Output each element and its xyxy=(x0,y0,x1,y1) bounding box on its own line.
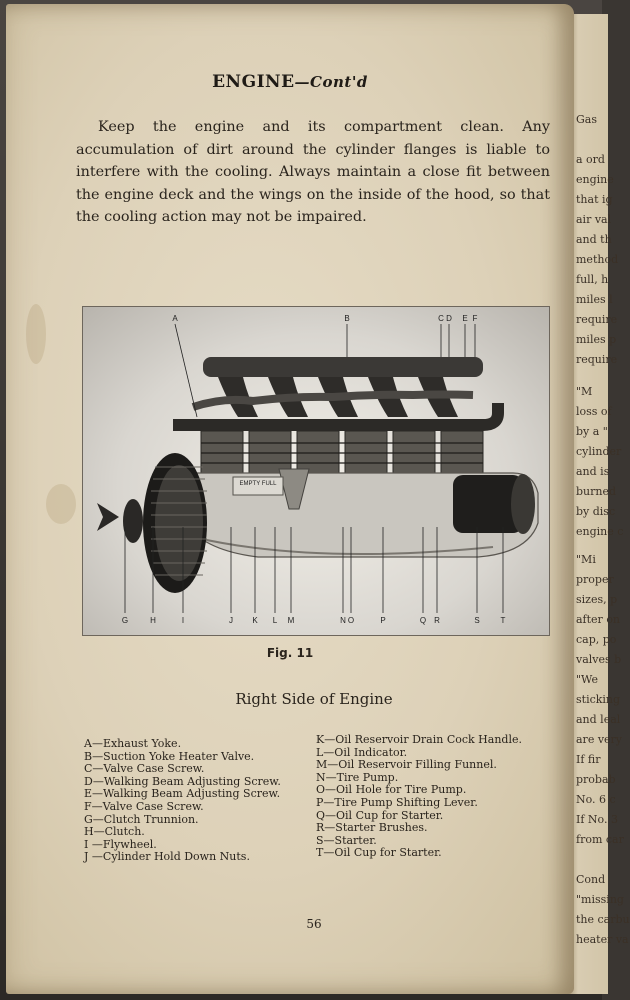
facing-page-text: Cond xyxy=(576,873,606,886)
legend-item: E—Walking Beam Adjusting Screw. xyxy=(84,787,281,801)
legend-item: B—Suction Yoke Heater Valve. xyxy=(84,749,255,763)
facing-page-text: require xyxy=(576,313,618,326)
facing-page-text: loss of xyxy=(576,405,612,418)
facing-page-text: If fir xyxy=(576,753,601,766)
facing-page-text: a ord xyxy=(576,153,605,166)
legend-item: N—Tire Pump. xyxy=(316,770,399,784)
facing-page-text: the carbu xyxy=(576,913,630,926)
facing-page-text: "We xyxy=(576,673,598,686)
legend-item: M—Oil Reservoir Filling Funnel. xyxy=(316,758,497,772)
facing-page-text: and is xyxy=(576,465,610,478)
legend-left xyxy=(84,738,281,864)
facing-page-text: sticking xyxy=(576,693,621,706)
page-stain xyxy=(26,304,46,364)
page-stain xyxy=(46,484,76,524)
section-title: Right Side of Engine xyxy=(235,690,393,708)
reservoir-label: EMPTY FULL xyxy=(239,481,277,487)
facing-page-text: If No. 3 xyxy=(576,813,618,826)
legend-right xyxy=(316,734,522,860)
legend-item: T—Oil Cup for Starter. xyxy=(316,846,442,860)
facing-page-text: by a " xyxy=(576,425,608,438)
facing-page-text: are very xyxy=(576,733,623,746)
legend-item: A—Exhaust Yoke. xyxy=(84,737,182,750)
facing-page-text: miles p xyxy=(576,333,617,346)
callout-label: D xyxy=(446,314,452,323)
legend-item: H—Clutch. xyxy=(84,825,145,839)
callout-label: S xyxy=(474,616,480,625)
facing-page-text: and th xyxy=(576,233,612,246)
facing-page-text: and leal xyxy=(576,713,621,726)
legend-item: Q—Oil Cup for Starter. xyxy=(316,808,444,822)
callout-label: K xyxy=(252,616,258,625)
callout-label: I xyxy=(181,616,185,625)
facing-page-text: engine xyxy=(576,173,614,186)
header-subtitle: —Cont'd xyxy=(294,73,368,91)
facing-page-text: miles l xyxy=(576,293,613,306)
legend-item: C—Valve Case Screw. xyxy=(84,762,205,776)
callout-label: O xyxy=(347,616,355,625)
legend-item: R—Starter Brushes. xyxy=(316,821,428,835)
callout-label: Q xyxy=(419,616,427,625)
facing-page-text: full, h xyxy=(576,273,609,286)
engine-photo xyxy=(82,306,550,636)
callout-label: T xyxy=(500,616,506,625)
facing-page-text: require xyxy=(576,353,618,366)
facing-page-text: air val xyxy=(576,213,612,226)
callout-label: H xyxy=(150,616,156,625)
facing-page-text: Gas xyxy=(576,113,597,126)
legend-item: K—Oil Reservoir Drain Cock Handle. xyxy=(316,733,522,746)
facing-page-text: after on xyxy=(576,613,621,626)
callout-label: C xyxy=(438,314,444,323)
callout-line xyxy=(175,324,197,417)
facing-page-text: heater va xyxy=(576,933,629,946)
callout-label: F xyxy=(472,314,478,323)
legend-item: L—Oil Indicator. xyxy=(316,745,408,759)
header-title: ENGINE xyxy=(212,72,295,92)
legend-item: S—Starter. xyxy=(316,833,377,847)
facing-page-text: valves b xyxy=(576,653,622,666)
facing-page-text: probab xyxy=(576,773,616,786)
page-number: 56 xyxy=(306,917,322,931)
facing-page-text: method xyxy=(576,253,619,266)
callout-label: A xyxy=(172,314,178,323)
engine-illustration xyxy=(83,307,549,635)
callout-label: P xyxy=(380,616,386,625)
callout-label: J xyxy=(229,616,233,625)
legend-item: O—Oil Hole for Tire Pump. xyxy=(316,783,467,797)
legend-item: F—Valve Case Screw. xyxy=(84,799,204,813)
intro-paragraph: Keep the engine and its compartment clean. Any accumulation of dirt around the cylinder flanges is liable to interfere with the cooling. Always maintain a close fit between the engine deck and the wings on the inside of the hood, so that the cooling action may not be impaired. xyxy=(76,119,550,225)
facing-page-text: proper xyxy=(576,573,614,586)
callout-label: R xyxy=(434,616,440,625)
callout-label: M xyxy=(287,616,295,625)
callout-label: B xyxy=(344,314,350,323)
facing-page-text: burned xyxy=(576,485,617,498)
facing-page-text: "M xyxy=(576,385,593,398)
legend-item: I —Flywheel. xyxy=(84,837,157,851)
exhaust-manifold-shape xyxy=(203,357,483,377)
legend-item: D—Walking Beam Adjusting Screw. xyxy=(84,774,281,788)
page-header xyxy=(0,72,580,92)
figure-caption: Fig. 11 xyxy=(266,646,314,660)
callout-label: G xyxy=(121,616,129,625)
legend-item: J —Cylinder Hold Down Nuts. xyxy=(84,850,250,864)
facing-page-text: "Mi xyxy=(576,553,596,566)
facing-page-text: cylinder xyxy=(576,445,622,458)
facing-page-text: "missing xyxy=(576,893,624,906)
facing-page-text: by disc xyxy=(576,505,616,518)
facing-page-text: that ig xyxy=(576,193,613,206)
facing-page-text: cap, po xyxy=(576,633,617,646)
facing-page-text: No. 6 c xyxy=(576,793,616,806)
callout-label: E xyxy=(462,314,468,323)
legend-item: P—Tire Pump Shifting Lever. xyxy=(316,795,478,809)
facing-page-text: sizes, p xyxy=(576,593,618,606)
callout-label: N xyxy=(340,616,346,625)
callout-label: L xyxy=(272,616,278,625)
facing-page-text: engine c xyxy=(576,525,624,538)
legend-item: G—Clutch Trunnion. xyxy=(84,812,199,826)
facing-page-text: from car xyxy=(576,833,624,846)
